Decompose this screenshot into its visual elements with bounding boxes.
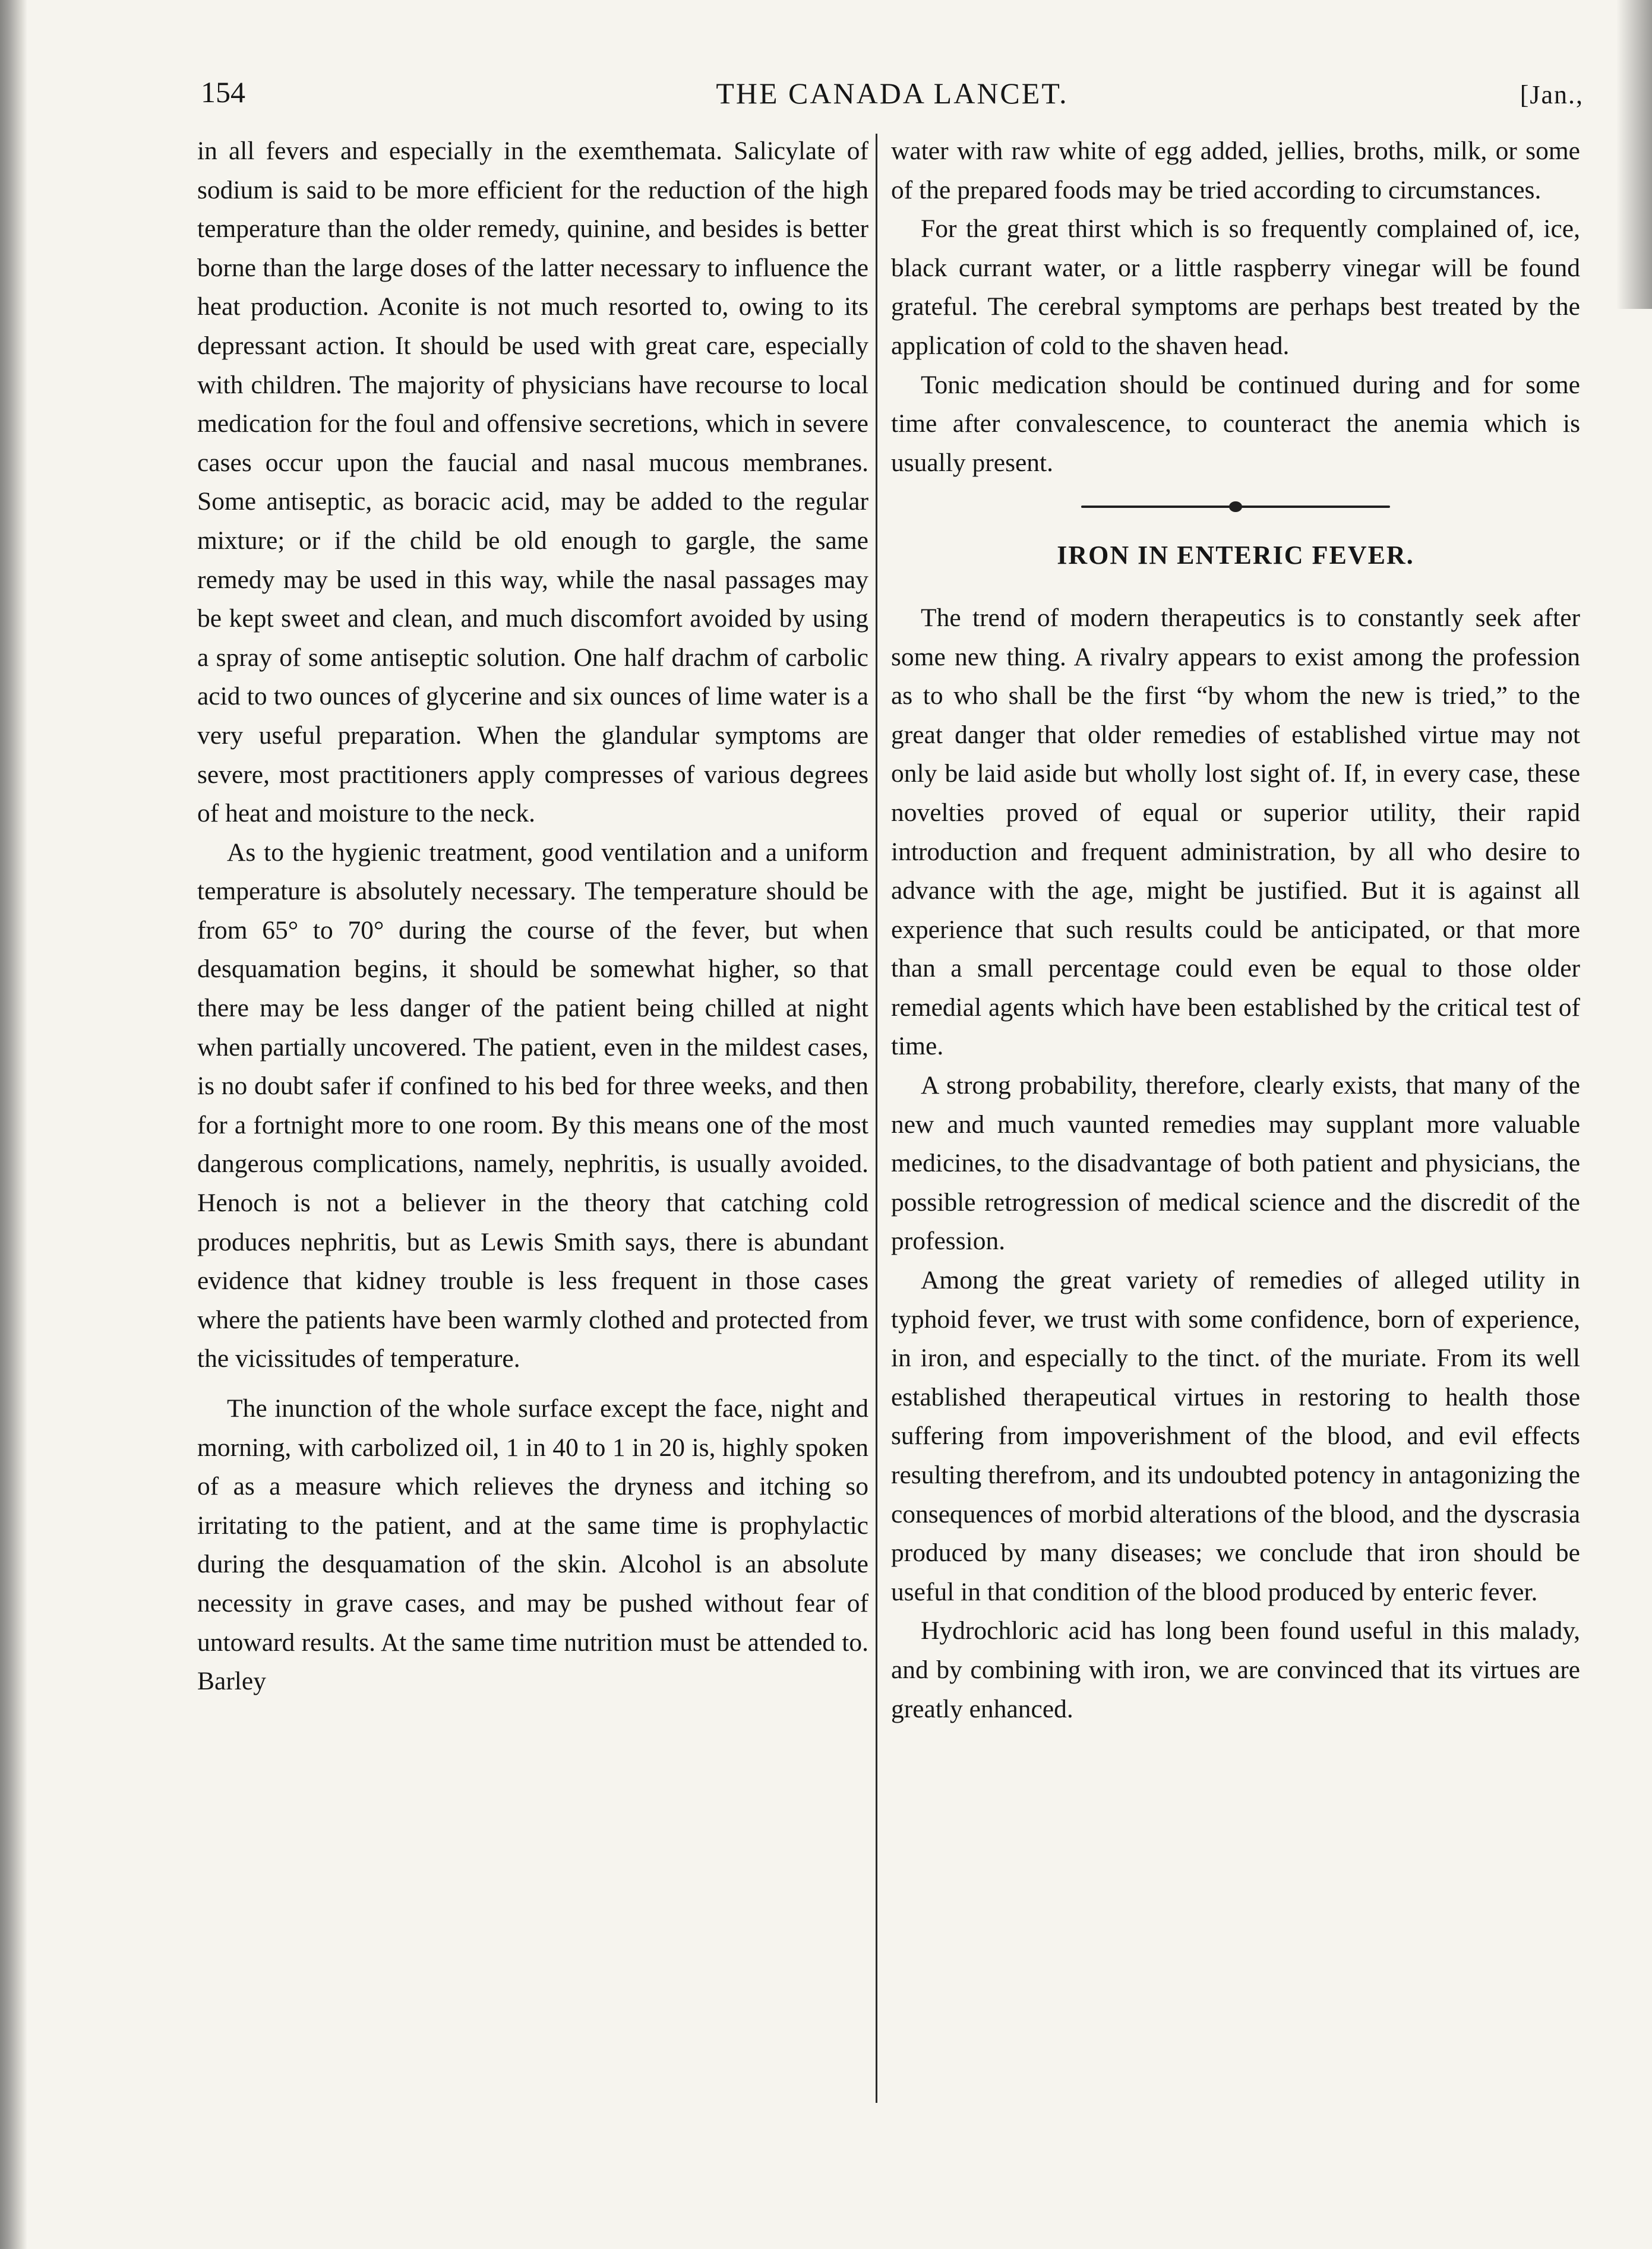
paragraph: The trend of modern therapeutics is to constantly seek after some new thing. A rivalry appears to exist among the profession as to who shall be the first “by whom the new is tried,” to the great danger that older remedies of established virtue may not only be laid aside but wholly lost sight of. If, in every case, these novelties proved of equal or superior utility, their rapid introduction and frequent administration, by all who desire to advance with the age, might be justified. But it is against all experience that such results could be anticipated, or that more than a small percentage could even be equal to those older remedial agents which have been established by the critical test of time. [891,603,1580,1061]
paragraph: Among the great variety of remedies of alleged utility in typhoid fever, we trust with some confidence, born of experience, in iron, and especially to the tinct. of the muriate. From its well established therapeutical virtues in restoring to health those suffering from impoverishment of the blood, and evil effects resulting therefrom, and its undoubted potency in antagonizing the consequences of morbid alterations of the blood, and the dyscrasia produced by many diseases; we conclude that iron should be useful in that condition of the blood produced by enteric fever. [891,1266,1580,1606]
paragraph: Tonic medication should be continued during and for some time after convalescence, to counteract the anemia which is usually present. [891,370,1580,477]
section-separator [1081,498,1390,516]
running-header [201,70,1584,124]
paragraph: As to the hygienic treatment, good ventilation and a uniform temperature is absolutely necessary. The temperature should be from 65° to 70° during the course of the fever, but when desquamation begins, it should be somewhat higher, so that there may be less danger of the patient being chilled at night when partially uncovered. The patient, even in the mildest cases, is no doubt safer if confined to his bed for three weeks, and then for a fortnight more to one room. By this means one of the most dangerous complications, namely, nephritis, is usually avoided. Henoch is not a believer in the theory that catching cold produces nephritis, but as Lewis Smith says, there is abundant evidence that kidney trouble is less frequent in those cases where the patients have been warmly clothed and protected from the vicissitudes of temperature. [197,838,868,1373]
paragraph: in all fevers and especially in the exemthemata. Salicylate of sodium is said to be more efficient for the reduction of the high temperature than the older remedy, quinine, and besides is better borne than the large doses of the latter necessary to influence the heat production. Aconite is not much resorted to, owing to its depressant action. It should be used with great care, especially with children. The majority of physicians have recourse to local medication for the foul and offensive secretions, which in severe cases occur upon the faucial and nasal mucous membranes. Some antiseptic, as boracic acid, may be added to the regular mixture; or if the child be old enough to gargle, the same remedy may be used in this way, while the nasal passages may be kept sweet and clean, and much discomfort avoided by using a spray of some antiseptic solution. One half drachm of carbolic acid to two ounces of glycerine and six ounces of lime water is a very useful preparation. When the glandular symptoms are severe, most practitioners apply compresses of various degrees of heat and moisture to the neck. [197,137,868,828]
paragraph: For the great thirst which is so frequently complained of, ice, black currant water, or a little raspberry vinegar will be found grateful. The cerebral symptoms are perhaps best treated by the application of cold to the shaven head. [891,214,1580,360]
scan-binding-shadow [0,0,27,2249]
left-column [197,132,868,1701]
section-heading: IRON IN ENTERIC FEVER. [1057,541,1414,570]
issue-month: [Jan., [1520,80,1584,109]
paragraph: water with raw white of egg added, jellies, broths, milk, or some of the prepared foods may be tried according to circumstances. [891,137,1580,204]
right-column [891,132,1580,1729]
scan-edge-shadow [1616,0,1652,309]
column-divider [876,134,877,2103]
paragraph: A strong probability, therefore, clearly exists, that many of the new and much vaunted remedies may supplant more valuable medicines, to the disadvantage of both patient and physicians, the possible retrogression of medical science and the discredit of the profession. [891,1071,1580,1256]
paragraph: Hydrochloric acid has long been found useful in this malady, and by combining with iron, we are convinced that its virtues are greatly enhanced. [891,1616,1580,1723]
separator-ornament [1229,501,1242,512]
journal-title: THE CANADA LANCET. [716,77,1069,110]
page-number: 154 [201,75,245,109]
paragraph: The inunction of the whole surface except the face, night and morning, with carbolized oil, 1 in 40 to 1 in 20 is, highly spoken of as a measure which relieves the dryness and itching so irritating to the patient, and at the same time is prophylactic during the desquamation of the skin. Alcohol is an absolute necessity in grave cases, and may be pushed without fear of untoward results. At the same time nutrition must be attended to. Barley [197,1394,868,1696]
